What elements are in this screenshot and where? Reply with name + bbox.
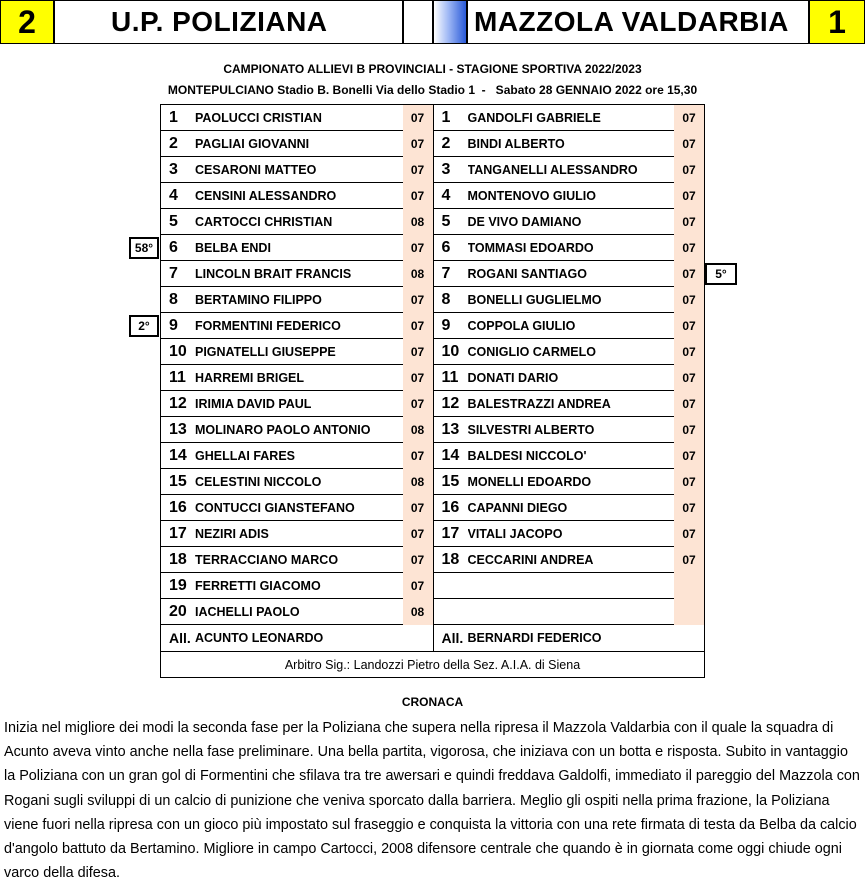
header-gradient-bar xyxy=(433,0,467,44)
away-player-cell xyxy=(434,261,705,286)
home-player-birth-year: 07 xyxy=(403,105,433,131)
away-player-number: 4 xyxy=(441,186,451,204)
home-player-number: 6 xyxy=(169,238,178,256)
away-player-birth-year: 07 xyxy=(674,157,704,183)
home-team-name: U.P. POLIZIANA xyxy=(54,0,403,44)
home-player-birth-year: 07 xyxy=(403,131,433,157)
home-player-number: 5 xyxy=(169,212,178,230)
away-player-birth-year: 07 xyxy=(674,209,704,235)
home-player-name: IRIMIA DAVID PAUL xyxy=(195,396,312,411)
away-player-name: MONELLI EDOARDO xyxy=(467,474,592,489)
table-row xyxy=(161,157,704,183)
away-player-cell xyxy=(434,287,705,312)
home-player-birth-year: 07 xyxy=(403,157,433,183)
away-player-birth-year: 07 xyxy=(674,261,704,287)
home-player-birth-year: 07 xyxy=(403,547,433,573)
table-row xyxy=(161,183,704,209)
home-player-birth-year: 07 xyxy=(403,235,433,261)
home-player-number: 14 xyxy=(169,446,187,464)
away-player-birth-year: 07 xyxy=(674,313,704,339)
away-team-name: MAZZOLA VALDARBIA xyxy=(467,0,809,44)
table-row xyxy=(161,521,704,547)
home-player-birth-year: 08 xyxy=(403,599,433,625)
home-player-cell xyxy=(161,209,434,234)
home-player-number: 20 xyxy=(169,602,187,620)
away-player-name: CONIGLIO CARMELO xyxy=(467,344,596,359)
home-player-number: 17 xyxy=(169,524,187,542)
away-player-birth-year xyxy=(674,573,704,599)
home-player-name: HARREMI BRIGEL xyxy=(195,370,305,385)
home-player-cell xyxy=(161,235,434,260)
away-player-name: DE VIVO DAMIANO xyxy=(467,214,582,229)
header-spacer xyxy=(403,0,433,44)
home-player-number: 4 xyxy=(169,186,178,204)
away-player-number: 1 xyxy=(441,108,451,126)
home-player-number: 3 xyxy=(169,160,178,178)
away-player-birth-year: 07 xyxy=(674,443,704,469)
home-player-name: NEZIRI ADIS xyxy=(195,526,269,541)
away-player-name: TOMMASI EDOARDO xyxy=(467,240,594,255)
home-player-number: 15 xyxy=(169,472,187,490)
home-player-birth-year: 08 xyxy=(403,469,433,495)
away-player-birth-year: 07 xyxy=(674,287,704,313)
away-player-cell xyxy=(434,209,705,234)
table-row xyxy=(161,261,704,287)
away-player-cell xyxy=(434,339,705,364)
home-player-name: BERTAMINO FILIPPO xyxy=(195,292,322,307)
home-player-number: 18 xyxy=(169,550,187,568)
home-player-number: 12 xyxy=(169,394,187,412)
home-player-name: TERRACCIANO MARCO xyxy=(195,552,339,567)
home-player-number: 9 xyxy=(169,316,178,334)
home-player-birth-year: 07 xyxy=(403,391,433,417)
away-player-birth-year: 07 xyxy=(674,131,704,157)
away-player-number: 17 xyxy=(441,524,460,542)
home-player-name: PAOLUCCI CRISTIAN xyxy=(195,110,322,125)
away-player-name: COPPOLA GIULIO xyxy=(467,318,576,333)
goal-marker-home-58: 58° xyxy=(129,237,159,259)
away-player-cell xyxy=(434,365,705,390)
away-player-birth-year: 07 xyxy=(674,365,704,391)
home-player-birth-year: 07 xyxy=(403,521,433,547)
home-player-cell xyxy=(161,391,434,416)
home-player-number: 19 xyxy=(169,576,187,594)
table-row xyxy=(161,573,704,599)
away-player-cell xyxy=(434,417,705,442)
away-player-birth-year xyxy=(674,599,704,625)
home-player-birth-year: 07 xyxy=(403,573,433,599)
away-player-number: 12 xyxy=(441,394,460,412)
away-player-name: VITALI JACOPO xyxy=(467,526,563,541)
home-player-cell xyxy=(161,469,434,494)
home-player-name: CENSINI ALESSANDRO xyxy=(195,188,337,203)
home-player-cell xyxy=(161,521,434,546)
away-player-cell xyxy=(434,495,705,520)
away-player-name: MONTENOVO GIULIO xyxy=(467,188,596,203)
home-player-cell xyxy=(161,183,434,208)
home-player-birth-year: 07 xyxy=(403,183,433,209)
referee-line: Arbitro Sig.: Landozzi Pietro della Sez. A.I.A. di Siena xyxy=(160,651,705,678)
away-player-birth-year: 07 xyxy=(674,235,704,261)
home-player-name: PIGNATELLI GIUSEPPE xyxy=(195,344,336,359)
home-player-name: CESARONI MATTEO xyxy=(195,162,317,177)
away-player-name: CAPANNI DIEGO xyxy=(467,500,568,515)
table-row xyxy=(161,391,704,417)
home-player-birth-year: 07 xyxy=(403,495,433,521)
table-row xyxy=(161,365,704,391)
away-player-birth-year: 07 xyxy=(674,469,704,495)
away-player-number: 9 xyxy=(441,316,451,334)
away-player-cell xyxy=(434,157,705,182)
coach-row xyxy=(161,625,704,651)
away-player-name: SILVESTRI ALBERTO xyxy=(467,422,595,437)
home-player-cell xyxy=(161,287,434,312)
away-player-number: 14 xyxy=(441,446,460,464)
table-row xyxy=(161,547,704,573)
home-player-cell xyxy=(161,547,434,572)
away-player-cell xyxy=(434,313,705,338)
away-player-cell xyxy=(434,105,705,130)
away-player-number: 7 xyxy=(441,264,451,282)
home-player-name: GHELLAI FARES xyxy=(195,448,296,463)
home-player-name: FERRETTI GIACOMO xyxy=(195,578,321,593)
report-text: Inizia nel migliore dei modi la seconda fase per la Poliziana che supera nella ripresa il Mazzola Valdarbia con il quale la squadra di Acunto aveva vinto anche nella fase preliminare. Una bella partita, vigorosa, che iniziava con un botta e risposta. Subito in vantaggio la Poliziana con un gran gol di Formentini che sfilava tra tre awersari e quindi freddava Galdolfi, immediato il pareggio del Mazzola con Rogani sugli sviluppi di un calcio di punizione che veniva sporcato dalla barriera. Meglio gli ospiti nella prima frazione, la Poliziana viene fuori nella ripresa con un gioco più impostato sul fraseggio e conquista la vittoria con una rete firmata di testa da Belba da calcio d'angolo battuto da Bertamino. Migliore in campo Cartocci, 2008 difensore centrale che quando è in giornata come oggi chiude ogni varco della difesa. xyxy=(4,720,860,882)
table-row xyxy=(161,469,704,495)
table-row xyxy=(161,417,704,443)
home-player-name: LINCOLN BRAIT FRANCIS xyxy=(195,266,352,281)
table-row xyxy=(161,443,704,469)
away-player-number: 2 xyxy=(441,134,451,152)
table-row xyxy=(161,495,704,521)
table-row xyxy=(161,209,704,235)
home-player-cell xyxy=(161,157,434,182)
away-player-birth-year: 07 xyxy=(674,495,704,521)
home-player-cell xyxy=(161,417,434,442)
home-player-birth-year: 07 xyxy=(403,313,433,339)
home-player-cell xyxy=(161,261,434,286)
home-player-name: CONTUCCI GIANSTEFANO xyxy=(195,500,355,515)
away-player-cell xyxy=(434,573,705,598)
table-row xyxy=(161,287,704,313)
home-player-cell xyxy=(161,495,434,520)
home-player-number: 8 xyxy=(169,290,178,308)
home-player-number: 16 xyxy=(169,498,187,516)
home-score: 2 xyxy=(0,0,54,44)
home-player-number: 1 xyxy=(169,108,178,126)
table-row xyxy=(161,313,704,339)
home-player-name: CARTOCCI CHRISTIAN xyxy=(195,214,333,229)
away-player-number: 15 xyxy=(441,472,460,490)
away-player-cell xyxy=(434,443,705,468)
away-player-number: 3 xyxy=(441,160,451,178)
away-player-cell xyxy=(434,235,705,260)
away-player-number: 13 xyxy=(441,420,460,438)
away-player-name: BINDI ALBERTO xyxy=(467,136,565,151)
table-row xyxy=(161,105,704,131)
goal-marker-away-5: 5° xyxy=(705,263,737,285)
away-player-cell xyxy=(434,131,705,156)
home-player-birth-year: 07 xyxy=(403,443,433,469)
away-player-number: 18 xyxy=(441,550,460,568)
away-coach-label: All. xyxy=(441,630,464,646)
away-coach-name: BERNARDI FEDERICO xyxy=(467,631,602,645)
away-player-name: BALESTRAZZI ANDREA xyxy=(467,396,611,411)
away-player-cell xyxy=(434,521,705,546)
home-player-birth-year: 08 xyxy=(403,417,433,443)
home-player-birth-year: 07 xyxy=(403,287,433,313)
home-player-cell xyxy=(161,339,434,364)
away-player-name: ROGANI SANTIAGO xyxy=(467,266,587,281)
away-player-birth-year: 07 xyxy=(674,547,704,573)
championship-title: CAMPIONATO ALLIEVI B PROVINCIALI - STAGIONE SPORTIVA 2022/2023 xyxy=(223,62,642,76)
away-player-number: 11 xyxy=(441,368,459,386)
home-player-cell xyxy=(161,599,434,624)
home-coach-name: ACUNTO LEONARDO xyxy=(195,631,324,645)
home-player-birth-year: 07 xyxy=(403,365,433,391)
home-player-cell xyxy=(161,443,434,468)
away-player-cell xyxy=(434,391,705,416)
home-player-name: PAGLIAI GIOVANNI xyxy=(195,136,310,151)
away-score: 1 xyxy=(809,0,865,44)
away-player-name: CECCARINI ANDREA xyxy=(467,552,594,567)
home-player-birth-year: 07 xyxy=(403,339,433,365)
away-player-birth-year: 07 xyxy=(674,417,704,443)
table-row xyxy=(161,235,704,261)
home-player-name: FORMENTINI FEDERICO xyxy=(195,318,341,333)
home-player-cell xyxy=(161,625,434,651)
table-row xyxy=(161,339,704,365)
home-player-cell xyxy=(161,105,434,130)
goal-marker-home-2: 2° xyxy=(129,315,159,337)
away-player-cell xyxy=(434,183,705,208)
home-player-number: 13 xyxy=(169,420,187,438)
venue-line: MONTEPULCIANO Stadio B. Bonelli Via dello Stadio 1 - Sabato 28 GENNAIO 2022 ore 15,30 xyxy=(167,83,698,97)
home-player-name: IACHELLI PAOLO xyxy=(195,604,300,619)
away-player-number: 6 xyxy=(441,238,451,256)
away-player-birth-year: 07 xyxy=(674,391,704,417)
home-player-cell xyxy=(161,131,434,156)
home-player-birth-year: 08 xyxy=(403,209,433,235)
report-title: CRONACA xyxy=(401,695,464,709)
home-player-cell xyxy=(161,365,434,390)
table-row xyxy=(161,599,704,625)
away-player-number: 16 xyxy=(441,498,460,516)
away-player-cell xyxy=(434,547,705,572)
away-player-birth-year: 07 xyxy=(674,339,704,365)
away-player-cell xyxy=(434,469,705,494)
home-player-cell xyxy=(161,573,434,598)
home-player-birth-year: 08 xyxy=(403,261,433,287)
home-player-name: BELBA ENDI xyxy=(195,240,271,255)
home-player-name: MOLINARO PAOLO ANTONIO xyxy=(195,422,371,437)
home-coach-label: All. xyxy=(169,630,191,646)
away-player-birth-year: 07 xyxy=(674,105,704,131)
away-player-cell xyxy=(434,625,705,651)
away-player-number: 5 xyxy=(441,212,451,230)
home-player-name: CELESTINI NICCOLO xyxy=(195,474,322,489)
away-player-name: GANDOLFI GABRIELE xyxy=(467,110,601,125)
away-player-number: 10 xyxy=(441,342,460,360)
away-player-birth-year: 07 xyxy=(674,521,704,547)
away-player-name: TANGANELLI ALESSANDRO xyxy=(467,162,638,177)
away-player-cell xyxy=(434,599,705,624)
roster-table xyxy=(160,104,705,652)
away-player-name: DONATI DARIO xyxy=(467,370,559,385)
home-player-number: 10 xyxy=(169,342,187,360)
home-player-cell xyxy=(161,313,434,338)
home-player-number: 11 xyxy=(169,368,186,386)
away-player-birth-year: 07 xyxy=(674,183,704,209)
home-player-number: 2 xyxy=(169,134,178,152)
away-player-name: BONELLI GUGLIELMO xyxy=(467,292,602,307)
home-player-number: 7 xyxy=(169,264,178,282)
away-player-number: 8 xyxy=(441,290,451,308)
scoreboard-header xyxy=(0,0,865,46)
away-player-name: BALDESI NICCOLO' xyxy=(467,448,587,463)
table-row xyxy=(161,131,704,157)
